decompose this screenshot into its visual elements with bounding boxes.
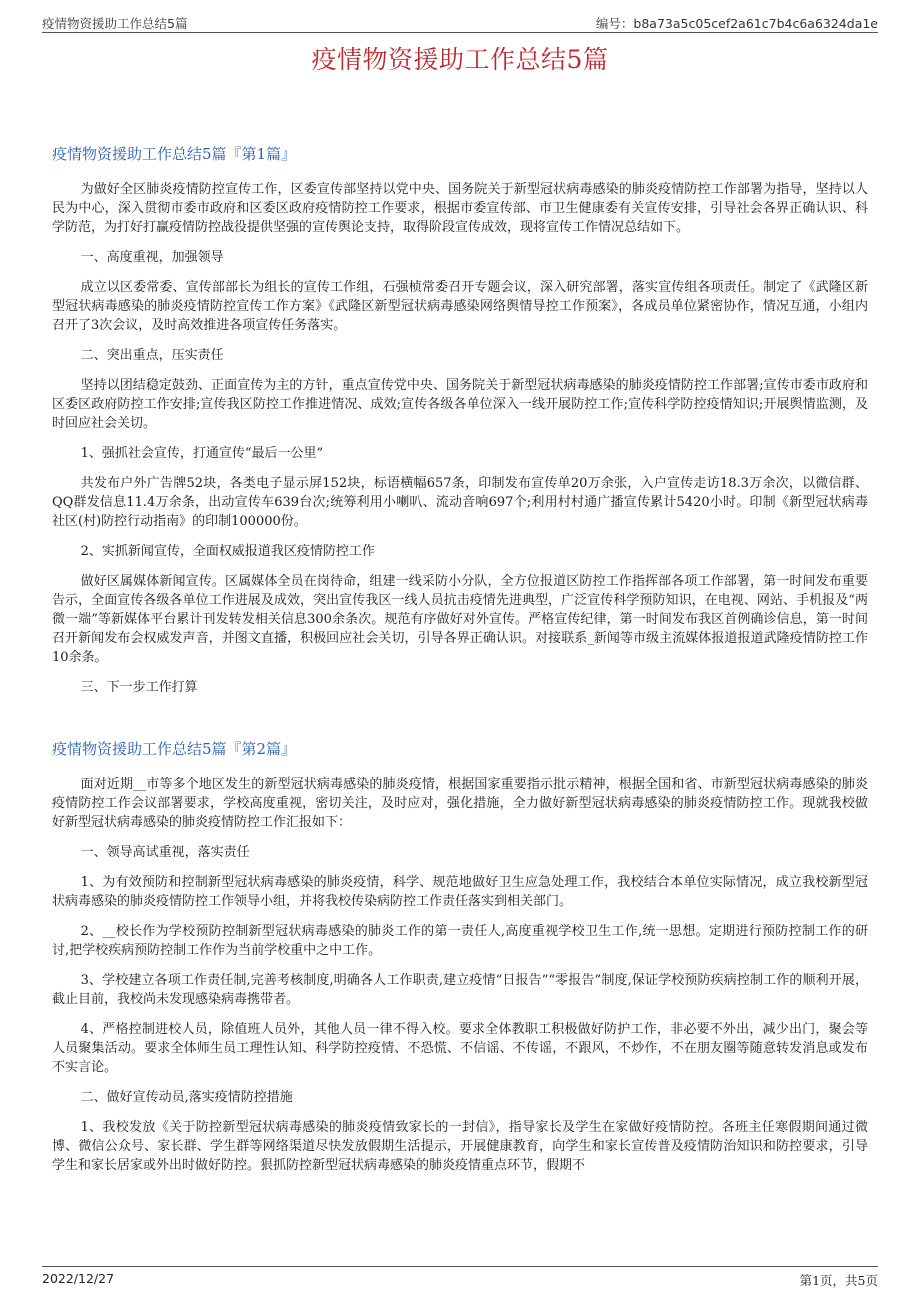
paragraph: 为做好全区肺炎疫情防控宣传工作，区委宣传部坚持以党中央、国务院关于新型冠状病毒感染的肺炎疫情防控工作部署为指导，坚持以人民为中心，深入贯彻市委市政府和区委区政府疫情防控工作要求，根据市委宣传部、市卫生健康委有关宣传安排，引导社会各界正确认识、科学防范，为打好打赢疫情防控战役提供坚强的宣传舆论支持，取得阶段宣传成效，现将宣传工作情况总结如下。 — [52, 182, 868, 235]
paragraph: 成立以区委常委、宣传部部长为组长的宣传工作组，石强桢常委召开专题会议，深入研究部署，落实宣传组各项责任。制定了《武隆区新型冠状病毒感染的肺炎疫情防控宣传工作方案》《武隆区新型冠状病毒感染网络舆情导控工作预案》，各成员单位紧密协作，情况互通，小组内召开了3次会议，及时高效推进各项宣传任务落实。 — [52, 280, 868, 333]
subheading: 二、做好宣传动员,落实疫情防控措施 — [80, 1090, 293, 1105]
paragraph: 面对近期__市等多个地区发生的新型冠状病毒感染的肺炎疫情，根据国家重要指示批示精神，根据全国和省、市新型冠状病毒感染的肺炎疫情防控工作会议部署要求，学校高度重视，密切关注，及时应对，强化措施，全力做好新型冠状病毒感染的肺炎疫情防控工作。现就我校做好新型冠状病毒感染的肺炎疫情防控工作汇报如下： — [52, 777, 868, 830]
subheading: 一、领导高试重视，落实责任 — [80, 845, 250, 860]
subheading: 2、实抓新闻宣传，全面权威报道我区疫情防控工作 — [80, 544, 375, 559]
paragraph: 2、__校长作为学校预防控制新型冠状病毒感染的肺炎工作的第一责任人,高度重视学校卫生工作,统一思想。定期进行预防控制工作的研讨,把学校疾病预防控制工作作为当前学校重中之中工作。 — [52, 924, 868, 958]
subheading: 三、下一步工作打算 — [80, 680, 198, 695]
document-title: 疫情物资援助工作总结5篇 — [311, 45, 609, 74]
page-header — [42, 10, 878, 33]
subheading: 1、强抓社会宣传，打通宣传“最后一公里” — [80, 446, 324, 461]
page-footer — [42, 1266, 878, 1287]
header-doc-id: 编号：b8a73a5c05cef2a61c7b4c6a6324da1e — [595, 16, 878, 31]
footer-date: 2022/12/27 — [42, 1271, 115, 1286]
section-1-heading: 疫情物资援助工作总结5篇『第1篇』 — [52, 145, 297, 163]
section-gap — [52, 708, 868, 738]
subheading: 一、高度重视，加强领导 — [80, 250, 224, 265]
paragraph: 1、为有效预防和控制新型冠状病毒感染的肺炎疫情，科学、规范地做好卫生应急处理工作，我校结合本单位实际情况，成立我校新型冠状病毒感染的肺炎疫情防控工作领导小组，并将我校传染病防控工作责任落实到相关部门。 — [52, 875, 868, 909]
header-doc-name: 疫情物资援助工作总结5篇 — [42, 16, 188, 31]
paragraph: 坚持以团结稳定鼓劲、正面宣传为主的方针，重点宣传党中央、国务院关于新型冠状病毒感染的肺炎疫情防控工作部署;宣传市委市政府和区委区政府防控工作安排;宣传我区防控工作推进情况、成效;宣传各级各单位深入一线开展防控工作;宣传科学防控疫情知识;开展舆情监测，及时回应社会关切。 — [52, 378, 868, 431]
footer-page-number: 第1页，共5页 — [799, 1273, 878, 1288]
paragraph: 1、我校发放《关于防控新型冠状病毒感染的肺炎疫情致家长的一封信》，指导家长及学生在家做好疫情防控。各班主任寒假期间通过微博、微信公众号、家长群、学生群等网络渠道尽快发放假期生活提示，开展健康教育，向学生和家长宣传普及疫情防治知识和防控要求，引导学生和家长居家或外出时做好防控。狠抓防控新型冠状病毒感染的肺炎疫情重点环节，假期不 — [52, 1120, 868, 1173]
paragraph: 做好区属媒体新闻宣传。区属媒体全员在岗待命，组建一线采防小分队，全方位报道区防控工作指挥部各项工作部署，第一时间发布重要告示，全面宣传各级各单位工作进展及成效，突出宣传我区一线人员抗击疫情先进典型，广泛宣传科学预防知识，在电视、网站、手机报及“两微一端”等新媒体平台累计刊发转发相关信息300余条次。规范有序做好对外宣传。严格宣传纪律，第一时间发布我区首例确诊信息，第一时间召开新闻发布会权威发声音，并图文直播，积极回应社会关切，引导各界正确认识。对接联系_新闻等市级主流媒体报道报道武隆疫情防控工作10余条。 — [52, 574, 868, 665]
paragraph: 4、严格控制进校人员，除值班人员外，其他人员一律不得入校。要求全体教职工积极做好防护工作，非必要不外出，减少出门，聚会等人员聚集活动。要求全体师生员工理性认知、科学防控疫情、不恐慌、不信谣、不传谣，不跟风，不炒作，不在朋友圈等随意转发消息或发布不实言论。 — [52, 1022, 868, 1075]
subheading: 二、突出重点，压实责任 — [80, 348, 224, 363]
paragraph: 3、学校建立各项工作责任制,完善考核制度,明确各人工作职责,建立疫情“日报告”“零报告”制度,保证学校预防疾病控制工作的顺利开展，截止目前，我校尚未发现感染病毒携带者。 — [52, 973, 868, 1007]
document-body — [52, 143, 868, 1186]
paragraph: 共发布户外广告牌52块，各类电子显示屏152块，标语横幅657条，印制发布宣传单20万余张，入户宣传走访18.3万余次，以微信群、QQ群发信息11.4万余条，出动宣传车639台次;统筹利用小喇叭、流动音响697个;利用村村通广播宣传累计5420小时。印制《新型冠状病毒社区(村)防控行动指南》的印制100000份。 — [52, 476, 868, 529]
section-2-heading: 疫情物资援助工作总结5篇『第2篇』 — [52, 740, 297, 758]
